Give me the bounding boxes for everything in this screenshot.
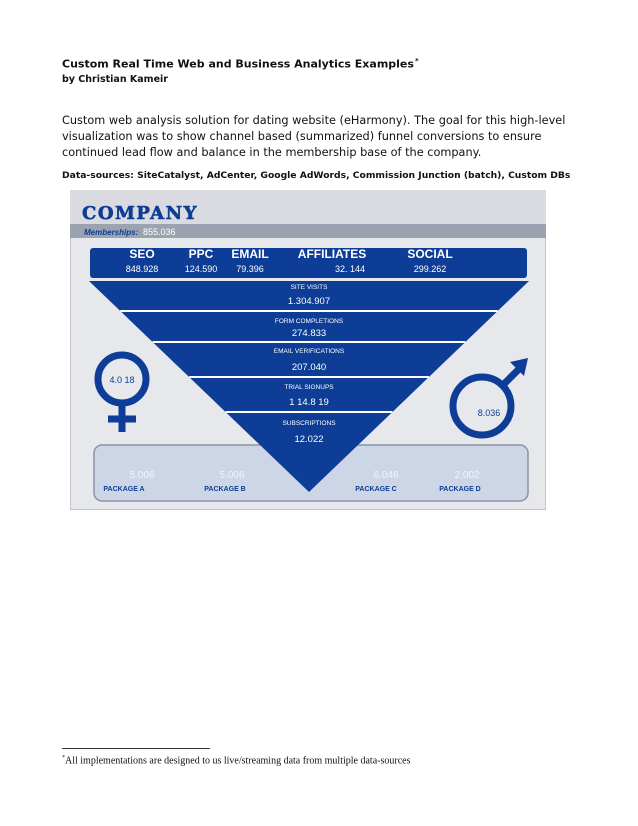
funnel-value-site-visits: 1.304.907 bbox=[287, 296, 331, 307]
package-label-a: PACKAGE A bbox=[103, 486, 145, 493]
package-value-b: 5.006 bbox=[219, 470, 245, 481]
package-value-c: 6.046 bbox=[373, 470, 399, 481]
channel-value-affiliates: 32. 144 bbox=[334, 264, 366, 274]
memberships-label: Memberships: bbox=[84, 228, 139, 237]
male-count: 8.036 bbox=[477, 408, 501, 418]
title-footnote-marker: * bbox=[414, 57, 419, 65]
footnote-marker: * bbox=[62, 755, 65, 761]
channel-value-seo: 848.928 bbox=[125, 264, 159, 274]
funnel-value-subscriptions: 12.022 bbox=[294, 434, 324, 445]
funnel-value-form-completions: 274.833 bbox=[291, 328, 327, 339]
package-value-a: 5.006 bbox=[129, 470, 155, 481]
data-sources-line: Data-sources: SiteCatalyst, AdCenter, Google AdWords, Commission Junction (batch), Custom DBs bbox=[62, 170, 571, 181]
funnel-value-email-verifications: 207.040 bbox=[291, 362, 327, 373]
funnel-value-trial-signups: 1 14.8 19 bbox=[289, 397, 329, 408]
package-label-c: PACKAGE C bbox=[355, 486, 397, 493]
funnel-label-form-completions: FORM COMPLETIONS bbox=[274, 318, 344, 325]
channel-name-ppc: PPC bbox=[188, 247, 214, 261]
package-value-d: 2.002 bbox=[454, 470, 480, 481]
memberships-bar bbox=[70, 224, 546, 238]
funnel-label-site-visits: SITE VISITS bbox=[290, 284, 328, 291]
funnel-label-trial-signups: TRIAL SIGNUPS bbox=[284, 384, 334, 391]
funnel-label-email-verifications: EMAIL VERIFICATIONS bbox=[273, 348, 345, 355]
intro-paragraph: Custom web analysis solution for dating website (eHarmony). The goal for this high-level visualization was to show channel based (summarized) funnel conversions to ensure continued lead flow and balance in the membership base of the company. bbox=[62, 114, 566, 159]
byline: by Christian Kameir bbox=[62, 74, 168, 85]
channel-name-email: EMAIL bbox=[231, 247, 269, 261]
channel-name-social: SOCIAL bbox=[407, 247, 453, 261]
channel-name-affiliates: AFFILIATES bbox=[297, 247, 367, 261]
footnote bbox=[62, 755, 410, 766]
footnote-divider bbox=[62, 748, 210, 749]
channel-name-seo: SEO bbox=[129, 247, 155, 261]
channel-value-ppc: 124.590 bbox=[184, 264, 218, 274]
channel-value-social: 299.262 bbox=[413, 264, 447, 274]
female-count: 4.0 18 bbox=[109, 375, 135, 385]
memberships-value: 855.036 bbox=[143, 227, 176, 237]
funnel-label-subscriptions: SUBSCRIPTIONS bbox=[282, 420, 336, 427]
company-logo: COMPANY bbox=[82, 203, 198, 224]
analytics-dashboard-image bbox=[70, 190, 546, 510]
footnote-text: All implementations are designed to us live/streaming data from multiple data-sources bbox=[65, 755, 411, 767]
package-label-b: PACKAGE B bbox=[204, 486, 246, 493]
document-title: Custom Real Time Web and Business Analytics Examples* bbox=[62, 57, 419, 71]
package-label-d: PACKAGE D bbox=[439, 486, 481, 493]
channel-value-email: 79.396 bbox=[236, 264, 264, 274]
